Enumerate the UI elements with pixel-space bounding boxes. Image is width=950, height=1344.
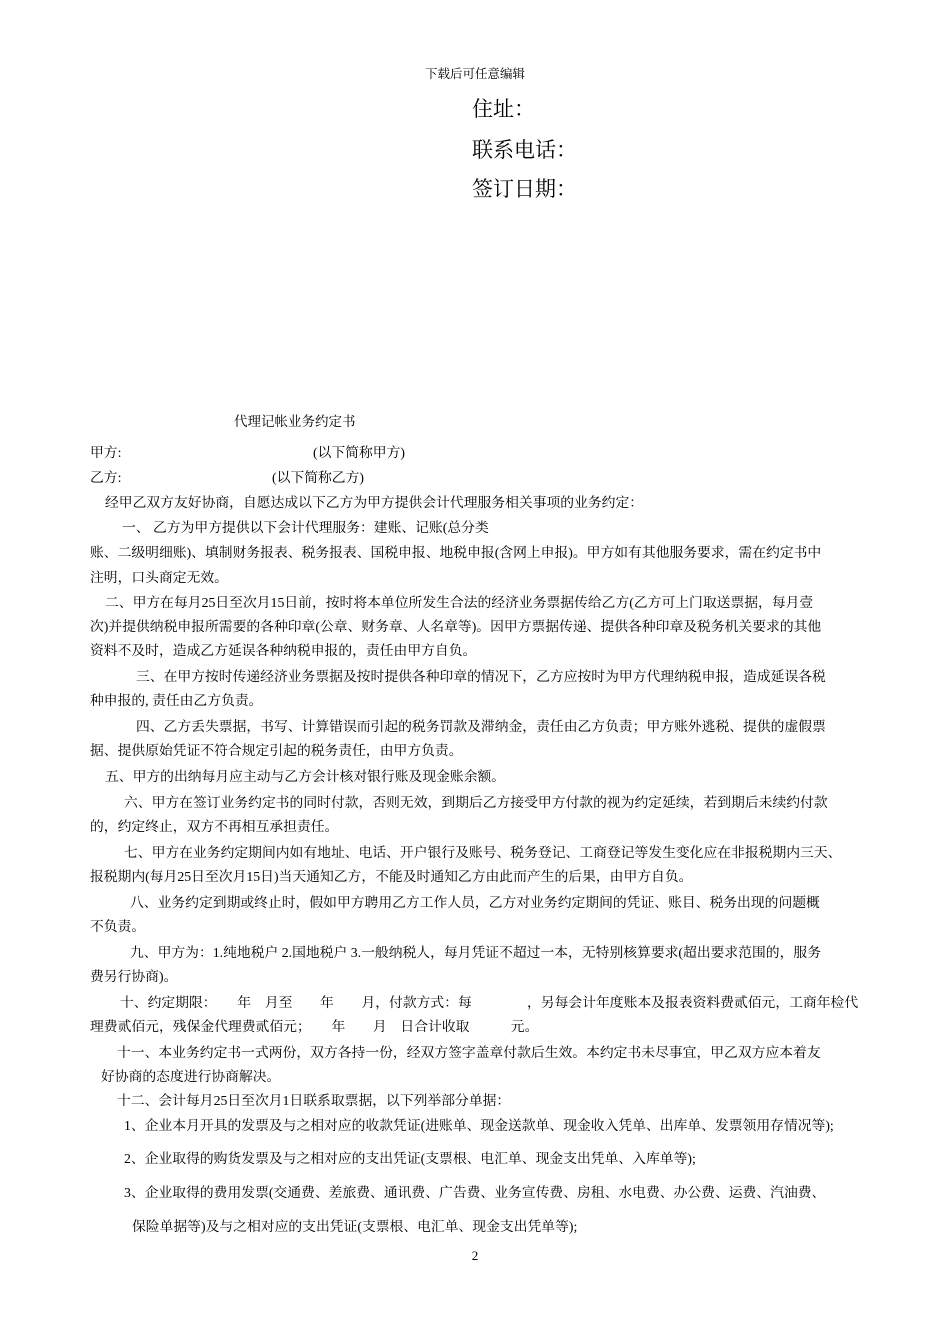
clause-11-line-2: 好协商的态度进行协商解决。: [101, 1069, 281, 1084]
clause-9-line-2: 费另行协商)。: [90, 969, 178, 984]
signature-date: 签订日期：: [472, 177, 577, 201]
header-note: 下载后可任意编辑: [424, 67, 525, 81]
clause-4-line-2: 据、提供原始凭证不符合规定引起的税务责任，由甲方负责。: [90, 743, 463, 758]
clause-12-item-3-line-1: 3、企业取得的费用发票(交通费、差旅费、通讯费、广告费、业务宣传费、房租、水电费、办公费、运费、汽油费、: [124, 1185, 826, 1200]
clause-2-line-3: 资料不及时，造成乙方延误各种纳税申报的，责任由甲方自负。: [90, 643, 477, 658]
clause-5-line-1: 五、甲方的出纳每月应主动与乙方会计核对银行账及现金账余额。: [105, 769, 506, 784]
clause-10-line-1: 十、约定期限： 年 月至 年 月，付款方式：每 ，另每会计年度账本及报表资料费贰佰元，工商年检代: [120, 995, 859, 1010]
party-a-note: (以下简称甲方): [313, 445, 405, 460]
clause-10-line-2: 理费贰佰元，残保金代理费贰佰元； 年 月 日合计收取 元。: [90, 1019, 539, 1034]
clause-3-line-2: 种申报的, 责任由乙方负责。: [90, 693, 263, 708]
clause-2-line-2: 次)并提供纳税申报所需要的各种印章(公章、财务章、人名章等)。因甲方票据传递、提供各种印章及税务机关要求的其他: [90, 619, 822, 634]
clause-12-item-3-line-2: 保险单据等)及与之相对应的支出凭证(支票根、电汇单、现金支出凭单等);: [132, 1219, 578, 1234]
clause-11-line-1: 十一、本业务约定书一式两份，双方各持一份，经双方签字盖章付款后生效。本约定书未尽事宜，甲乙双方应本着友: [117, 1045, 821, 1060]
clause-1-line-1: 一、 乙方为甲方提供以下会计代理服务：建账、记账(总分类: [122, 520, 489, 535]
clause-3-line-1: 三、在甲方按时传递经济业务票据及按时提供各种印章的情况下，乙方应按时为甲方代理纳税申报，造成延误各税: [136, 669, 826, 684]
party-b-label: 乙方:: [90, 470, 122, 485]
clause-1-line-3: 注明，口头商定无效。: [90, 570, 228, 585]
clause-6-line-1: 六、甲方在签订业务约定书的同时付款，否则无效，到期后乙方接受甲方付款的视为约定延续，若到期后未续约付款: [124, 795, 828, 810]
clause-12-item-2: 2、企业取得的购货发票及与之相对应的支出凭证(支票根、电汇单、现金支出凭单、入库单等);: [124, 1151, 696, 1166]
signature-address: 住址：: [472, 97, 535, 121]
clause-7-line-2: 报税期内(每月25日至次月15日)当天通知乙方，不能及时通知乙方由此而产生的后果，由甲方自负。: [90, 869, 693, 884]
clause-6-line-2: 的，约定终止，双方不再相互承担责任。: [90, 819, 339, 834]
signature-phone: 联系电话：: [472, 138, 577, 162]
clause-12-heading: 十二、会计每月25日至次月1日联系取票据，以下列举部分单据：: [117, 1093, 511, 1108]
clause-2-line-1: 二、甲方在每月25日至次月15日前，按时将本单位所发生合法的经济业务票据传给乙方(乙方可上门取送票据，每月壹: [105, 595, 814, 610]
clause-7-line-1: 七、甲方在业务约定期间内如有地址、电话、开户银行及账号、税务登记、工商登记等发生变化应在非报税期内三天、: [124, 845, 842, 860]
clause-4-line-1: 四、乙方丢失票据，书写、计算错误而引起的税务罚款及滞纳金，责任由乙方负责；甲方账外逃税、提供的虚假票: [136, 719, 826, 734]
clause-8-line-1: 八、业务约定到期或终止时，假如甲方聘用乙方工作人员，乙方对业务约定期间的凭证、账目、税务出现的问题概: [130, 895, 820, 910]
clause-12-item-1: 1、企业本月开具的发票及与之相对应的收款凭证(进账单、现金送款单、现金收入凭单、出库单、发票领用存情况等);: [124, 1118, 834, 1133]
party-a-label: 甲方:: [90, 445, 122, 460]
document-title: 代理记帐业务约定书: [234, 414, 356, 429]
clause-1-line-2: 账、二级明细账)、填制财务报表、税务报表、国税申报、地税申报(含网上申报)。甲方如有其他服务要求，需在约定书中: [90, 545, 822, 560]
party-b-note: (以下简称乙方): [272, 470, 364, 485]
clause-8-line-2: 不负责。: [90, 919, 146, 934]
intro-paragraph: 经甲乙双方友好协商，自愿达成以下乙方为甲方提供会计代理服务相关事项的业务约定：: [105, 495, 644, 510]
page-number: 2: [471, 1248, 479, 1263]
clause-9-line-1: 九、甲方为：1.纯地税户 2.国地税户 3.一般纳税人，每月凭证不超过一本，无特别核算要求(超出要求范围的，服务: [130, 945, 821, 960]
